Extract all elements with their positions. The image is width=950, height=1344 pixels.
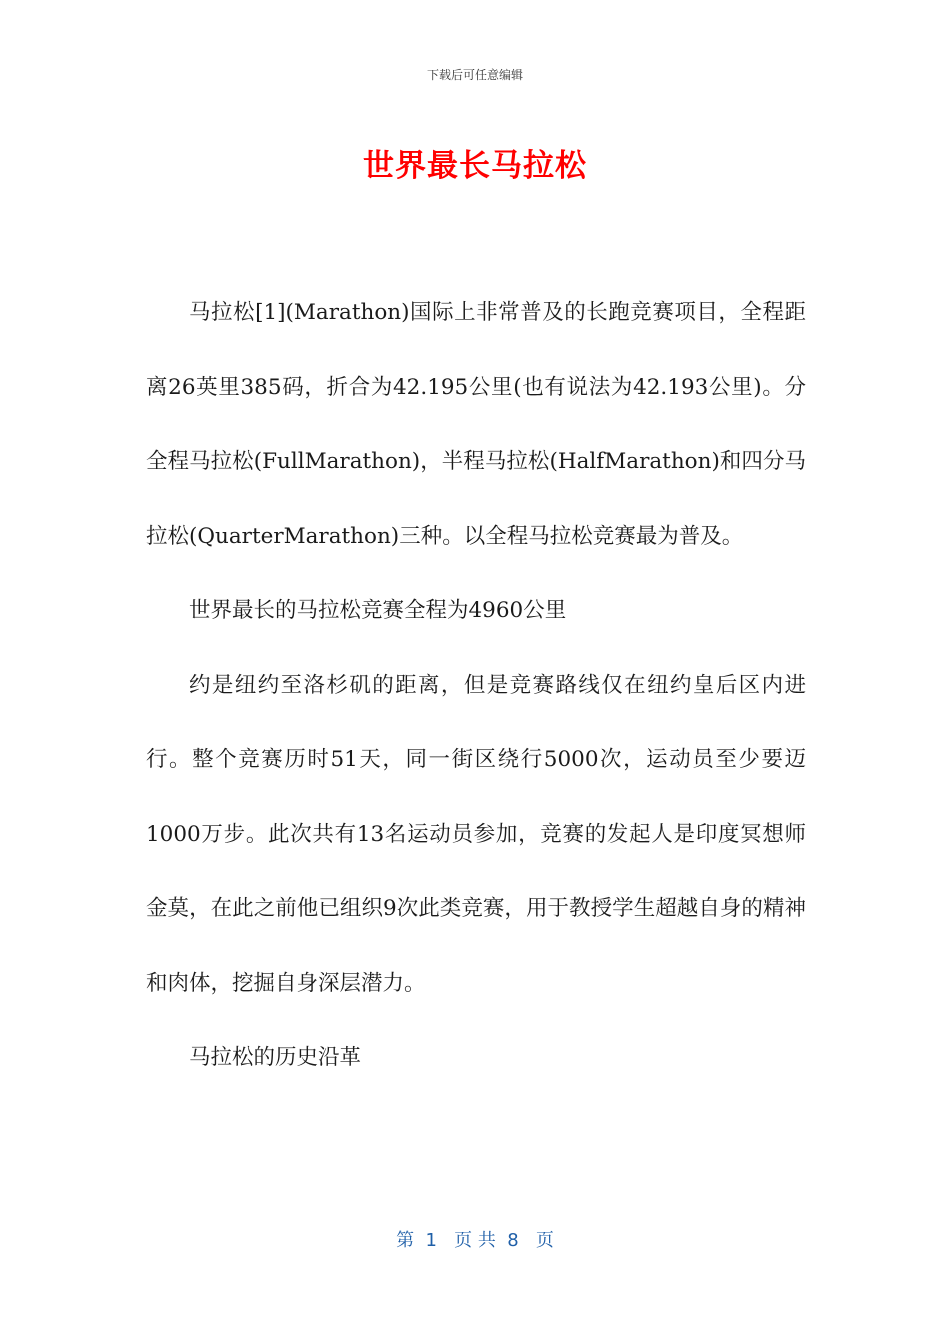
page-number-footer: 第 1 页 共 8 页 [396, 1230, 554, 1251]
paragraph-longest-marathon: 世界最长的马拉松竞赛全程为4960公里 [189, 598, 567, 623]
page-header-note: 下载后可任意编辑 [426, 68, 523, 82]
paragraph-race-details: 约是纽约至洛杉矶的距离，但是竞赛路线仅在纽约皇后区内进行。整个竞赛历时51天，同一街区绕行5000次，运动员至少要迈1000万步。此次共有13名运动员参加，竞赛的发起人是印度冥想师金莫，在此之前他已组织9次此类竞赛，用于教授学生超越自身的精神和肉体，挖掘自身深层潜力。 [146, 672, 806, 996]
document-title: 世界最长马拉松 [363, 148, 587, 184]
document-body [146, 276, 806, 1096]
paragraph-intro: 马拉松[1](Marathon)国际上非常普及的长跑竞赛项目，全程距离26英里385码，折合为42.195公里(也有说法为42.193公里)。分全程马拉松(FullMarathon)，半程马拉松(HalfMarathon)和四分马拉松(QuarterMarathon)三种。以全程马拉松竞赛最为普及。 [146, 300, 806, 549]
section-heading-history: 马拉松的历史沿革 [189, 1045, 362, 1070]
